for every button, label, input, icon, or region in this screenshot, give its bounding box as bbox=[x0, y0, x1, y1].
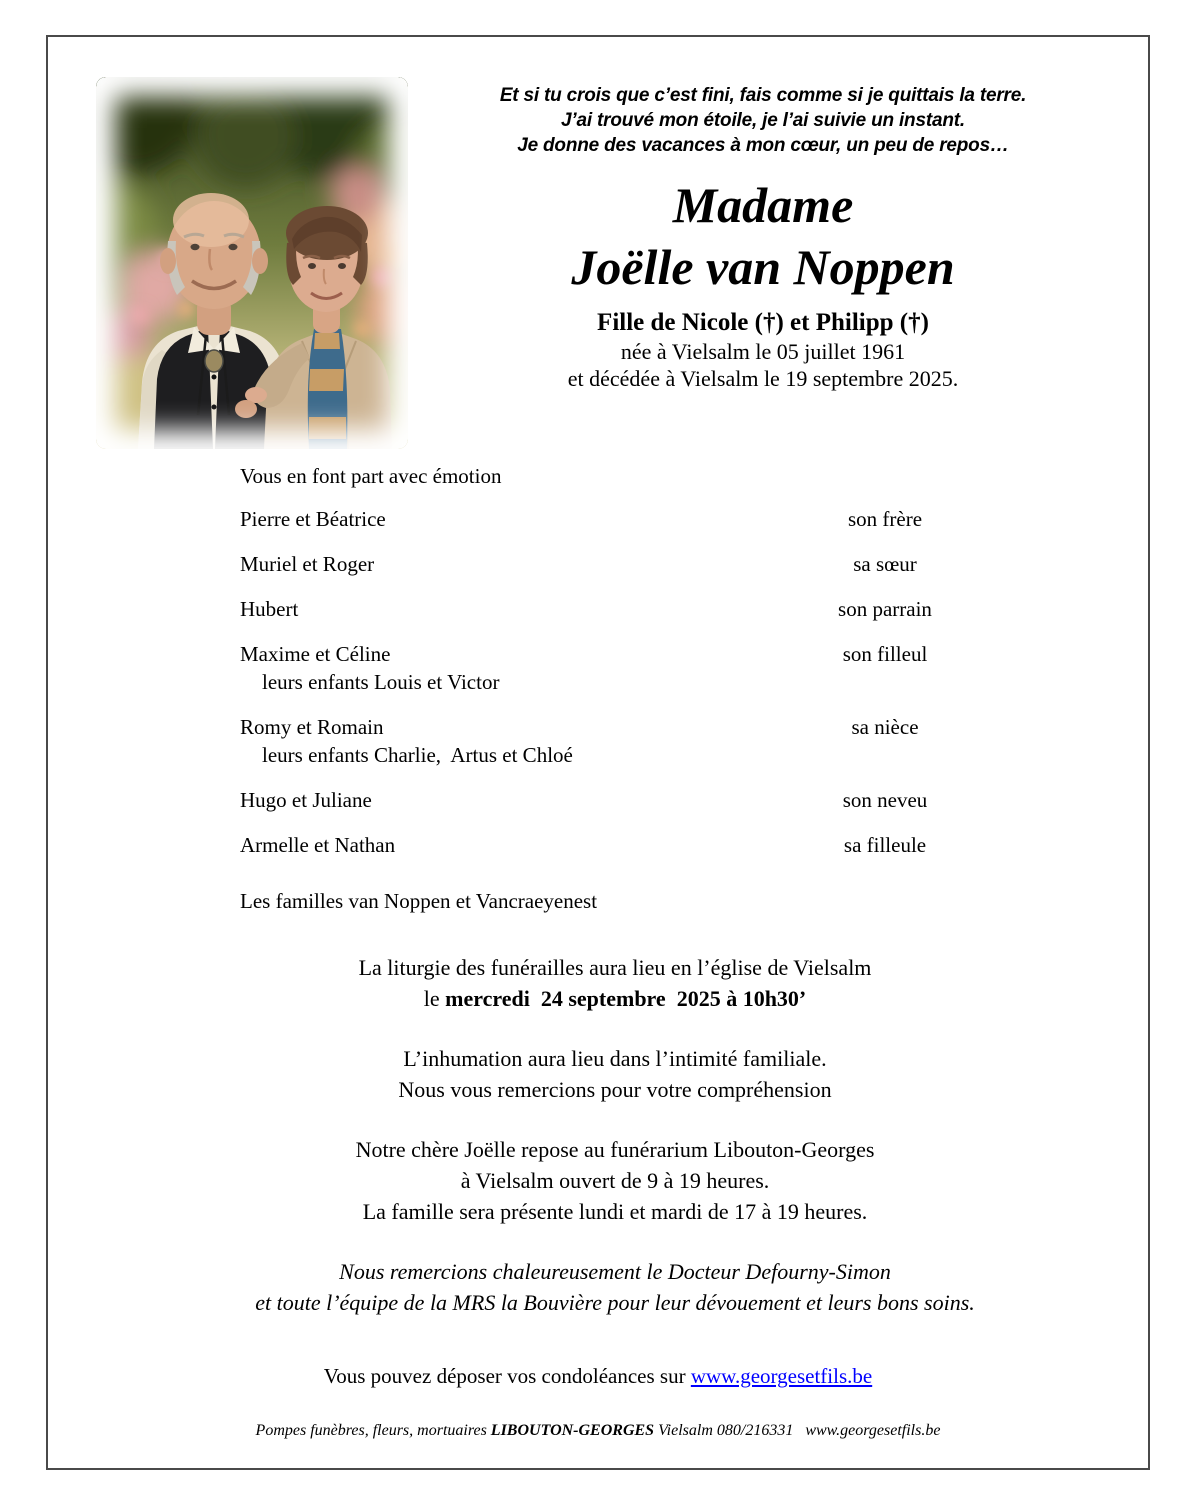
family-relation: sa nièce bbox=[851, 715, 919, 739]
family-entry bbox=[240, 595, 970, 623]
family-entry bbox=[240, 505, 970, 533]
family-entry bbox=[240, 713, 970, 769]
condolences-text: Vous pouvez déposer vos condoléances sur bbox=[323, 1364, 691, 1388]
couple-photo bbox=[96, 77, 408, 449]
announcement-intro: Vous en font part avec émotion bbox=[240, 464, 502, 488]
family-relation: son parrain bbox=[838, 597, 932, 621]
repose-line2: à Vielsalm ouvert de 9 à 19 heures. bbox=[460, 1168, 770, 1193]
ceremony-block bbox=[82, 952, 1148, 1347]
funeral-home-name: LIBOUTON-GEORGES bbox=[490, 1422, 655, 1439]
inhumation-paragraph bbox=[82, 1043, 1148, 1105]
thanks-line2: et toute l’équipe de la MRS la Bouvière pour leur dévouement et leurs bons soins. bbox=[255, 1290, 975, 1315]
family-relation: sa filleule bbox=[843, 833, 927, 857]
parents-line: Fille de Nicole (†) et Philipp (†) bbox=[597, 309, 929, 336]
liturgy-line1: La liturgie des funérailles aura lieu en l’église de Vielsalm bbox=[358, 955, 872, 980]
header-block bbox=[456, 83, 1070, 392]
footer-suffix: Vielsalm 080/216331 www.georgesetfils.be bbox=[654, 1422, 941, 1439]
family-names: Armelle et Nathan bbox=[240, 833, 396, 857]
page-border bbox=[46, 35, 1150, 1470]
couple-photo-illustration bbox=[96, 77, 408, 449]
family-relation: son filleul bbox=[842, 642, 928, 666]
family-names: Hugo et Juliane bbox=[240, 788, 372, 812]
family-list bbox=[240, 462, 970, 936]
birth-line: née à Vielsalm le 05 juillet 1961 bbox=[620, 339, 906, 364]
thanks-paragraph bbox=[82, 1256, 1148, 1318]
liturgy-paragraph bbox=[82, 952, 1148, 1014]
family-names: Muriel et Roger bbox=[240, 552, 375, 576]
quote-line: Et si tu crois que c’est fini, fais comme si je quittais la terre. bbox=[499, 85, 1027, 106]
family-entry bbox=[240, 640, 970, 696]
family-relation: son frère bbox=[847, 507, 923, 531]
family-relation: sa sœur bbox=[853, 552, 917, 576]
family-children: leurs enfants Charlie, Artus et Chloé bbox=[262, 743, 573, 767]
repose-line3: La famille sera présente lundi et mardi de 17 à 19 heures. bbox=[362, 1199, 868, 1224]
memorial-quote bbox=[456, 83, 1070, 158]
inhumation-line2: Nous vous remercions pour votre compréhension bbox=[398, 1077, 832, 1102]
family-entry bbox=[240, 831, 970, 859]
family-relation: son neveu bbox=[842, 788, 928, 812]
family-names: Pierre et Béatrice bbox=[240, 507, 386, 531]
condolences-line bbox=[48, 1363, 1148, 1390]
liturgy-date: mercredi 24 septembre 2025 à 10h30’ bbox=[445, 986, 807, 1011]
family-entry bbox=[240, 550, 970, 578]
deceased-title-name bbox=[456, 174, 1070, 298]
footer-prefix: Pompes funèbres, fleurs, mortuaires bbox=[255, 1422, 491, 1439]
quote-line: J’ai trouvé mon étoile, je l’ai suivie un instant. bbox=[561, 110, 965, 131]
liturgy-line2-prefix: le bbox=[423, 986, 446, 1011]
family-names: Hubert bbox=[240, 597, 299, 621]
family-names: Romy et Romain bbox=[240, 715, 384, 739]
condolences-link[interactable]: www.georgesetfils.be bbox=[690, 1364, 873, 1388]
footer-line bbox=[48, 1420, 1148, 1442]
death-line: et décédée à Vielsalm le 19 septembre 2025. bbox=[567, 366, 959, 391]
families-line: Les familles van Noppen et Vancraeyenest bbox=[240, 889, 598, 913]
family-children: leurs enfants Louis et Victor bbox=[262, 670, 500, 694]
inhumation-line1: L’inhumation aura lieu dans l’intimité familiale. bbox=[403, 1046, 827, 1071]
family-names: Maxime et Céline bbox=[240, 642, 391, 666]
repose-paragraph bbox=[82, 1134, 1148, 1227]
thanks-line1: Nous remercions chaleureusement le Docteur Defourny-Simon bbox=[339, 1259, 891, 1284]
deceased-name: Joëlle van Noppen bbox=[571, 239, 955, 295]
deceased-title: Madame bbox=[672, 177, 854, 233]
quote-line: Je donne des vacances à mon cœur, un peu de repos… bbox=[517, 135, 1009, 156]
repose-line1: Notre chère Joëlle repose au funérarium Libouton-Georges bbox=[355, 1137, 875, 1162]
family-entry bbox=[240, 786, 970, 814]
